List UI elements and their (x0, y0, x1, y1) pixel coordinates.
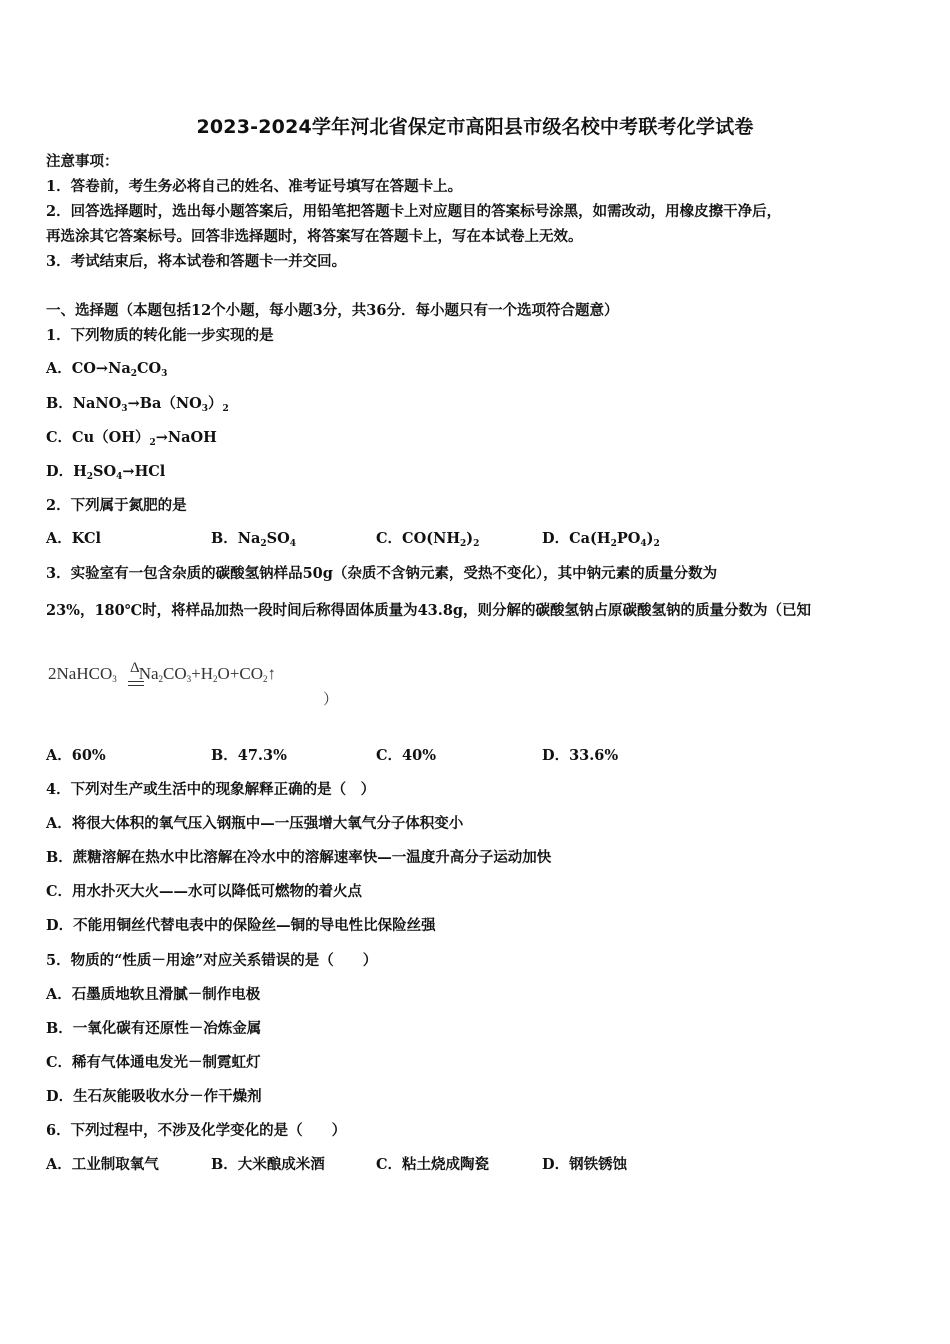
question-3-option-a: A．60% (46, 747, 106, 764)
question-2-option-c: C．$CO(NH_2)_2$ (376, 530, 480, 549)
question-1-stem: 1．下列物质的转化能一步实现的是 (46, 327, 274, 344)
question-4-option-b: B．蔗糖溶解在热水中比溶解在冷水中的溶解速率快—一温度升高分子运动加快 (46, 849, 552, 866)
question-5-option-c: C．稀有气体通电发光－制霓虹灯 (46, 1054, 261, 1071)
question-4-option-c: C．用水扑灭大火——水可以降低可燃物的着火点 (46, 883, 363, 900)
section-heading: 一、选择题（本题包括12个小题，每小题3分，共36分．每小题只有一个选项符合题意） (46, 302, 619, 319)
question-3-stem-line1: 3．实验室有一包含杂质的碳酸氢钠样品50g（杂质不含钠元素，受热不变化），其中钠元素的质量分数为 (46, 565, 718, 582)
question-3-stem-line2: 23%，180℃时，将样品加热一段时间后称得固体质量为43.8g，则分解的碳酸氢钠占原碳酸氢钠的质量分数为（已知 (46, 602, 812, 619)
notice-item: 再选涂其它答案标号。回答非选择题时，将答案写在答题卡上，写在本试卷上无效。 (46, 228, 583, 245)
equals-bar-bottom (128, 685, 144, 686)
question-5-option-d: D．生石灰能吸收水分－作干燥剂 (46, 1088, 262, 1105)
question-4-stem: 4．下列对生产或生活中的现象解释正确的是（ ） (46, 781, 376, 798)
notice-item: 1．答卷前，考生务必将自己的姓名、准考证号填写在答题卡上。 (46, 178, 463, 195)
question-2-option-a: A．KCl (46, 530, 102, 547)
equals-bar-top (128, 681, 144, 682)
notice-heading: 注意事项： (46, 153, 119, 170)
notice-item: 3．考试结束后，将本试卷和答题卡一并交回。 (46, 253, 347, 270)
closing-paren: ） (323, 692, 339, 708)
question-5-option-a: A．石墨质地软且滑腻－制作电极 (46, 986, 261, 1003)
question-3-option-c: C．40% (376, 747, 436, 764)
question-6-option-c: C．粘土烧成陶瓷 (376, 1156, 490, 1173)
question-1-option-a: A．$CO\to Na_2CO_3$ (46, 360, 168, 379)
notice-item: 2．回答选择题时，选出每小题答案后，用铅笔把答题卡上对应题目的答案标号涂黑，如需改动，用橡皮擦干净后， (46, 203, 782, 220)
page-title: 2023-2024学年河北省保定市高阳县市级名校中考联考化学试卷 (196, 116, 754, 138)
heat-delta-symbol: Δ (130, 660, 140, 676)
question-2-stem: 2．下列属于氮肥的是 (46, 497, 187, 514)
question-1-option-c: C．$Cu(OH)_2\to NaOH$ (46, 429, 217, 448)
question-6-option-a: A．工业制取氧气 (46, 1156, 159, 1173)
question-6-option-b: B．大米酿成米酒 (211, 1156, 325, 1173)
question-4-option-d: D．不能用铜丝代替电表中的保险丝—铜的导电性比保险丝强 (46, 917, 436, 934)
question-1-option-d: D．$H_2SO_4\to HCl$ (46, 463, 166, 482)
question-3-option-d: D．33.6% (542, 747, 619, 764)
question-2-option-b: B．$Na_2SO_4$ (211, 530, 297, 549)
reaction-equation: 2NaHCO$_3$ $Na_2CO_3+H_2O+CO_2↑$ Δ ） (48, 660, 339, 708)
question-5-stem: 5．物质的“性质－用途”对应关系错误的是（ ） (46, 952, 378, 969)
question-4-option-a: A．将很大体积的氧气压入钢瓶中—一压强增大氧气分子体积变小 (46, 815, 464, 832)
question-5-option-b: B．一氧化碳有还原性－冶炼金属 (46, 1020, 262, 1037)
question-3-option-b: B．47.3% (211, 747, 287, 764)
question-6-stem: 6．下列过程中，不涉及化学变化的是（ ） (46, 1122, 347, 1139)
question-1-option-b: B．$NaNO_3\to Ba(NO_3)_2$ (46, 395, 229, 414)
question-2-option-d: D．$Ca(H_2PO_4)_2$ (542, 530, 660, 549)
question-6-option-d: D．钢铁锈蚀 (542, 1156, 628, 1173)
